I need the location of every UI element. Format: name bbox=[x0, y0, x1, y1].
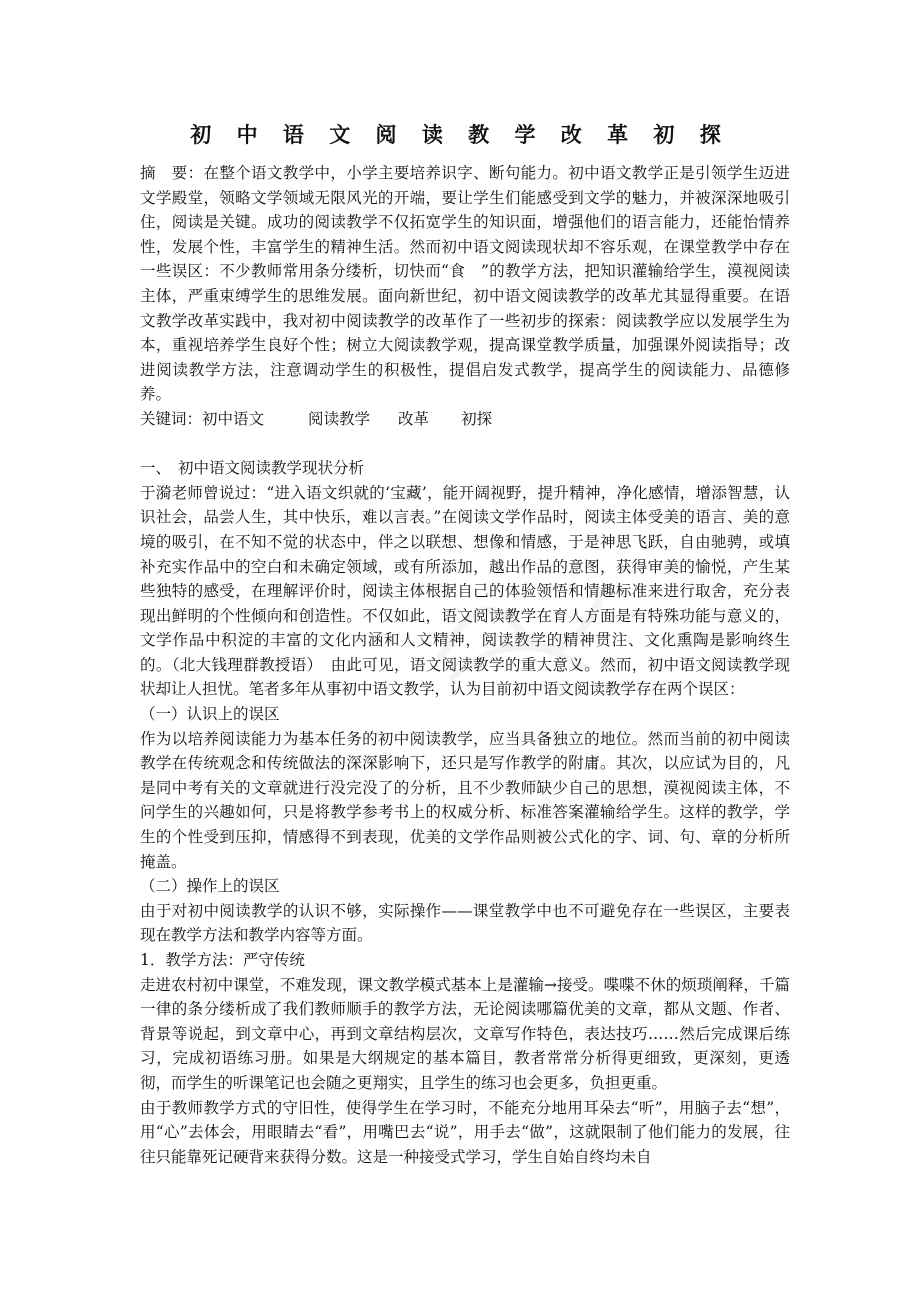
subsection-1-paragraph: 作为以培养阅读能力为基本任务的初中阅读教学，应当具备独立的地位。然而当前的初中阅读教学在传统观念和传统做法的深深影响下，还只是写作教学的附庸。其次，以应试为目的，凡是同中考有关的文章就进行没完没了的分析，且不少教师缺少自己的思想，漠视阅读主体，不问学生的兴趣如何，只是将教学参考书上的权威分析、标准答案灌输给学生。这样的教学，学生的个性受到压抑，情感得不到表现，优美的文学作品则被公式化的字、词、句、章的分析所掩盖。 bbox=[140, 729, 790, 871]
subsection-2-paragraph: 由于对初中阅读教学的认识不够，实际操作——课堂教学中也不可避免存在一些误区，主要表现在教学方法和教学内容等方面。 bbox=[140, 901, 790, 945]
item-1-heading: 1．教学方法：严守传统 bbox=[140, 951, 305, 969]
section-1-paragraph-1: 于漪老师曾说过：“进入语文织就的‘宝藏’，能开阔视野，提升精神，净化感情，增添智慧，认识社会，品尝人生，其中快乐，难以言表。”在阅读文学作品时，阅读主体受美的语言、美的意境的吸引，在不知不觉的状态中，伴之以联想、想像和情感，于是神思飞跃，自由驰骋，或填补充实作品中的空白和未确定领域，或有所添加，越出作品的意图，获得审美的愉悦，产生某些独特的感受，在理解评价时，阅读主体根据自己的体验领悟和情趣标准来进行取舍，充分表现出鲜明的个性倾向和创造性。不仅如此，语文阅读教学在育人方面是有特殊功能与意义的，文学作品中积淀的丰富的文化内涵和人文精神，阅读教学的精神贯注、文化熏陶是影响终生的。（北大钱理群教授语） 由此可见，语文阅读教学的重大意义。然而，初中语文阅读教学现状却让人担忧。笔者多年从事初中语文教学，认为目前初中语文阅读教学存在两个误区： bbox=[140, 483, 790, 699]
blank-line bbox=[140, 432, 790, 457]
section-1-heading-text: 初中语文阅读教学现状分析 bbox=[178, 459, 365, 478]
keyword-4: 初探 bbox=[461, 409, 493, 428]
keyword-1: 初中语文 bbox=[202, 409, 265, 428]
section-1-number: 一、 bbox=[140, 459, 172, 478]
abstract-text: 在整个语文教学中，小学主要培养识字、断句能力。初中语文教学正是引领学生迈进文学殿堂，领略文学领域无限风光的开端，要让学生们能感受到文学的魅力，并被深深地吸引住，阅读是关键。成功的阅读教学不仅拓宽学生的知识面，增强他们的语言能力，还能怡情养性，发展个性，丰富学生的精神生活。然而初中语文阅读现状却不容乐观，在课堂教学中存在一些误区：不少教师常用条分缕析，切快而“食 ”的教学方法，把知识灌输给学生，漠视阅读主体，严重束缚学生的思维发展。面向新世纪，初中语文阅读教学的改革尤其显得重要。在语文教学改革实践中，我对初中阅读教学的改革作了一些初步的探索：阅读教学应以发展学生为本，重视培养学生良好个性；树立大阅读教学观，提高课堂教学质量，加强课外阅读指导；改进阅读教学方法，注意调动学生的积极性，提倡启发式教学，提高学生的阅读能力、品德修养。 bbox=[140, 164, 790, 404]
abstract-label: 摘 要： bbox=[140, 164, 204, 182]
item-1-paragraph-2: 由于教师教学方式的守旧性，使得学生在学习时，不能充分地用耳朵去“听”，用脑子去“想”，用“心”去体会，用眼睛去“看”，用嘴巴去“说”，用手去“做”，这就限制了他们能力的发展，往往只能靠死记硬背来获得分数。这是一种接受式学习，学生自始自终均未自 bbox=[140, 1098, 790, 1166]
watermark-logo bbox=[420, 560, 620, 700]
keywords-label: 关键词： bbox=[140, 409, 203, 428]
abstract-paragraph bbox=[140, 161, 790, 407]
keyword-3: 改革 bbox=[398, 409, 430, 428]
subsection-1-heading: （一）认识上的误区 bbox=[140, 705, 280, 724]
item-1-paragraph-1: 走进农村初中课堂，不难发现，课文教学模式基本上是灌输→接受。喋喋不休的烦琐阐释，千篇一律的条分缕析成了我们教师顺手的教学方法，无论阅读哪篇优美的文章，都从文题、作者、背景等说起，到文章中心，再到文章结构层次，文章写作特色，表达技巧……然后完成课后练习，完成初语练习册。如果是大纲规定的基本篇目，教者常常分析得更细致，更深刻，更透彻，而学生的听课笔记也会随之更翔实，且学生的练习也会更多，负担更重。 bbox=[140, 975, 790, 1092]
subsection-2-heading: （二）操作上的误区 bbox=[140, 877, 280, 896]
section-1-heading bbox=[140, 456, 790, 481]
keywords-line bbox=[140, 407, 790, 432]
keyword-2: 阅读教学 bbox=[308, 409, 371, 428]
document-title: 初 中 语 文 阅 读 教 学 改 革 初 探 bbox=[190, 123, 730, 147]
